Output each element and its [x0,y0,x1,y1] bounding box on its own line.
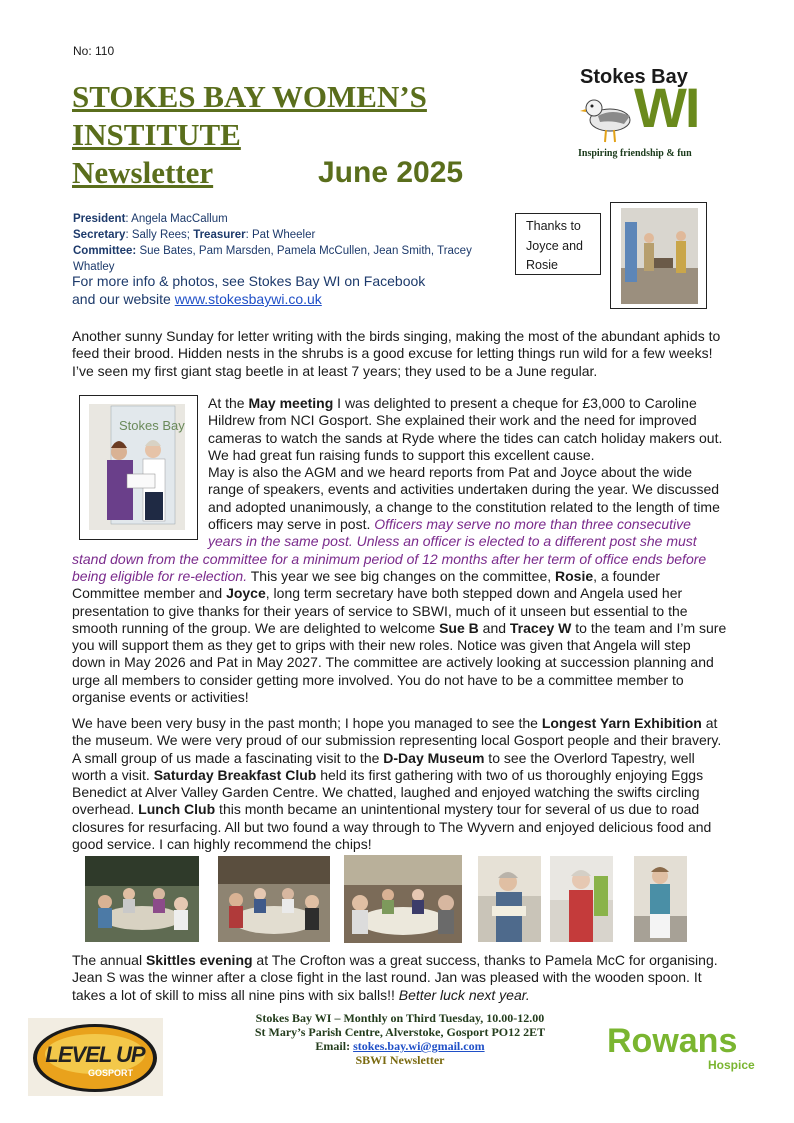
title-line-2: INSTITUTE [72,117,241,152]
photo-spacer [72,395,208,537]
issue-date: June 2025 [318,156,464,189]
may-text-6: , long term secretary have both stepped down and Angela used her presentation to give thanks for their years of service to SBWI, much of it unseen but essential to the smooth running of the group. We are delighted to welcome [72,585,688,636]
dday-museum-heading: D-Day Museum [383,749,485,766]
officers-list [73,211,493,275]
treasurer-label: Treasurer [193,229,246,241]
levelup-text: LEVEL UP [45,1042,145,1067]
website-prefix: and our website [72,291,175,307]
skittles-text-1: The annual [72,952,146,968]
joyce-name: Joyce [226,585,266,602]
busy-text-1: We have been very busy in the past month; I hope you managed to see the [72,715,542,731]
may-text-2: I was delighted to present a cheque for £3,000 to Caroline Hildrew from NCI Gosport. She explained their work and the need for improved cameras to watch the sands at Ryde where the tides can catch holiday makers out. We had great fun raising funds to support this excellent cause. [208,395,723,463]
issue-number: No: 110 [73,44,115,58]
may-text-1: At the [208,395,249,411]
event-photo-3 [344,855,462,943]
seagull-icon [578,86,638,146]
website-link[interactable]: www.stokesbaywi.co.uk [174,291,322,307]
skittles-paragraph [72,952,722,1004]
busy-text-5: this month became an unintentional mystery tour for several of us due to road closures for resurfacing. All but two found a way through to The Wyvern and enjoyed delicious food and good service. I can highly recommend the chips! [72,801,712,853]
newsletter-tag: SBWI Newsletter [355,1053,445,1067]
may-text-4: This year we see big changes on the committee, [247,567,556,584]
banner-text: Stokes Bay [119,418,185,433]
rowans-sub: Hospice [708,1058,755,1072]
sue-name: Sue B [439,619,479,636]
meeting-schedule: Stokes Bay WI – Monthly on Third Tuesday, 10.00-12.00 [255,1011,545,1025]
skittles-text-2: at The Crofton was a great success, thanks to Pamela McC for organising. Jean S was the winner after a close fight in the last round. Jan was pleased with the wooden spoon. It takes a lot of skill to miss all nine pins with six balls!! [72,952,718,1003]
title-line-3: Newsletter [72,155,214,190]
event-photo-2 [218,856,330,942]
wi-logo [574,64,710,162]
busy-text-3: to see the Overlord Tapestry, well worth a visit. [72,749,695,783]
event-photo-5 [550,856,613,942]
busy-text-4: held its first gathering with two of us thoroughly enjoying Eggs Benedict at Alver Valley Garden Centre. We chatted, laughed and enjoyed watching the swifts circling overhead. [72,766,704,818]
may-meeting-paragraph [72,395,727,706]
busy-text-2: at the museum. We were very proud of our submission representing local Gosport people and their bravery. A small group of us made a fascinating visit to the [72,715,722,766]
may-text-3: May is also the AGM and we heard reports from Pat and Joyce about the wide range of speakers, events and activities undertaken during the year. We discussed and adopted unanimously, a change to the constitution related to the length of time officers may serve in post. [208,464,720,533]
tracey-name: Tracey W [509,619,572,636]
may-text-8: to the team and I’m sure you will support them as they get to grips with their new roles. Notice was given that Angela will step down in May 2026 and Pat in May 2027. The committee are actively looking at succession planning and urge all members to consider getting more involved. You do not have to be a committee member to organise events or activities! [72,619,727,706]
thanks-line-1: Thanks to [526,219,581,233]
constitution-rule: Officers may serve no more than three consecutive years in the same post. Unless an officer is elected to a different post she must stand down from the committee for a minimum period of 12 months after her term of office ends before being eligible for re-election. [72,516,707,584]
email-line [160,1039,640,1053]
longest-yarn-heading: Longest Yarn Exhibition [541,715,702,731]
title-line-1: STOKES BAY WOMEN’S [72,79,427,114]
busy-month-paragraph [72,715,722,853]
thanks-caption [515,213,601,275]
committee-names: Sue Bates, Pam Marsden, Pamela McCullen, Jean Smith, Tracey Whatley [73,245,472,273]
facebook-line: For more info & photos, see Stokes Bay WI on Facebook [72,273,426,289]
email-link[interactable]: stokes.bay.wi@gmail.com [353,1039,485,1053]
lunch-club-heading: Lunch Club [138,801,216,818]
footer-info [160,1011,640,1067]
website-line [72,290,492,308]
president-label: President [73,213,126,225]
breakfast-club-heading: Saturday Breakfast Club [153,766,317,783]
rowans-logo [607,1022,757,1074]
event-photo-4 [478,856,541,942]
levelup-logo [28,1018,163,1096]
event-photo-6 [634,856,687,942]
logo-wi: WI [634,76,699,139]
levelup-sub: GOSPORT [88,1068,134,1078]
email-label: Email: [315,1039,354,1053]
logo-name: Stokes Bay [580,66,688,88]
secretary-line [73,227,493,243]
rosie-name: Rosie [555,567,594,584]
logo-tagline: Inspiring friendship & fun [578,148,692,159]
secretary-label: Secretary [73,229,126,241]
meeting-venue: St Mary’s Parish Centre, Alverstoke, Gosport PO12 2ET [254,1025,546,1039]
president-name: : Angela MacCallum [125,213,228,225]
rowans-text: Rowans [607,1022,738,1060]
thanks-photo-image [621,208,698,304]
event-photo-1 [85,856,199,942]
may-text-5: , a founder Committee member and [72,567,661,602]
may-text-7: and [478,619,510,636]
intro-paragraph: Another sunny Sunday for letter writing with the birds singing, making the most of the abundant aphids to feed their brood. Hidden nests in the shrubs is a good excuse for letting things run wild for a few weeks! I’ve seen my first giant stag beetle in at least 7 years; they used to be a June regular. [72,328,721,379]
treasurer-name: : Pat Wheeler [245,229,316,241]
committee-line [73,243,493,275]
thanks-line-3: Rosie [526,258,558,272]
president-line [73,211,493,227]
more-info [72,272,492,308]
skittles-heading: Skittles evening [145,952,253,968]
thanks-line-2: Joyce and [526,238,583,253]
skittles-closing: Better luck next year. [398,986,530,1003]
secretary-name: : Sally Rees; [125,229,194,241]
thanks-photo [610,202,707,309]
committee-label: Committee: [73,245,137,257]
may-heading: May meeting [248,395,334,411]
